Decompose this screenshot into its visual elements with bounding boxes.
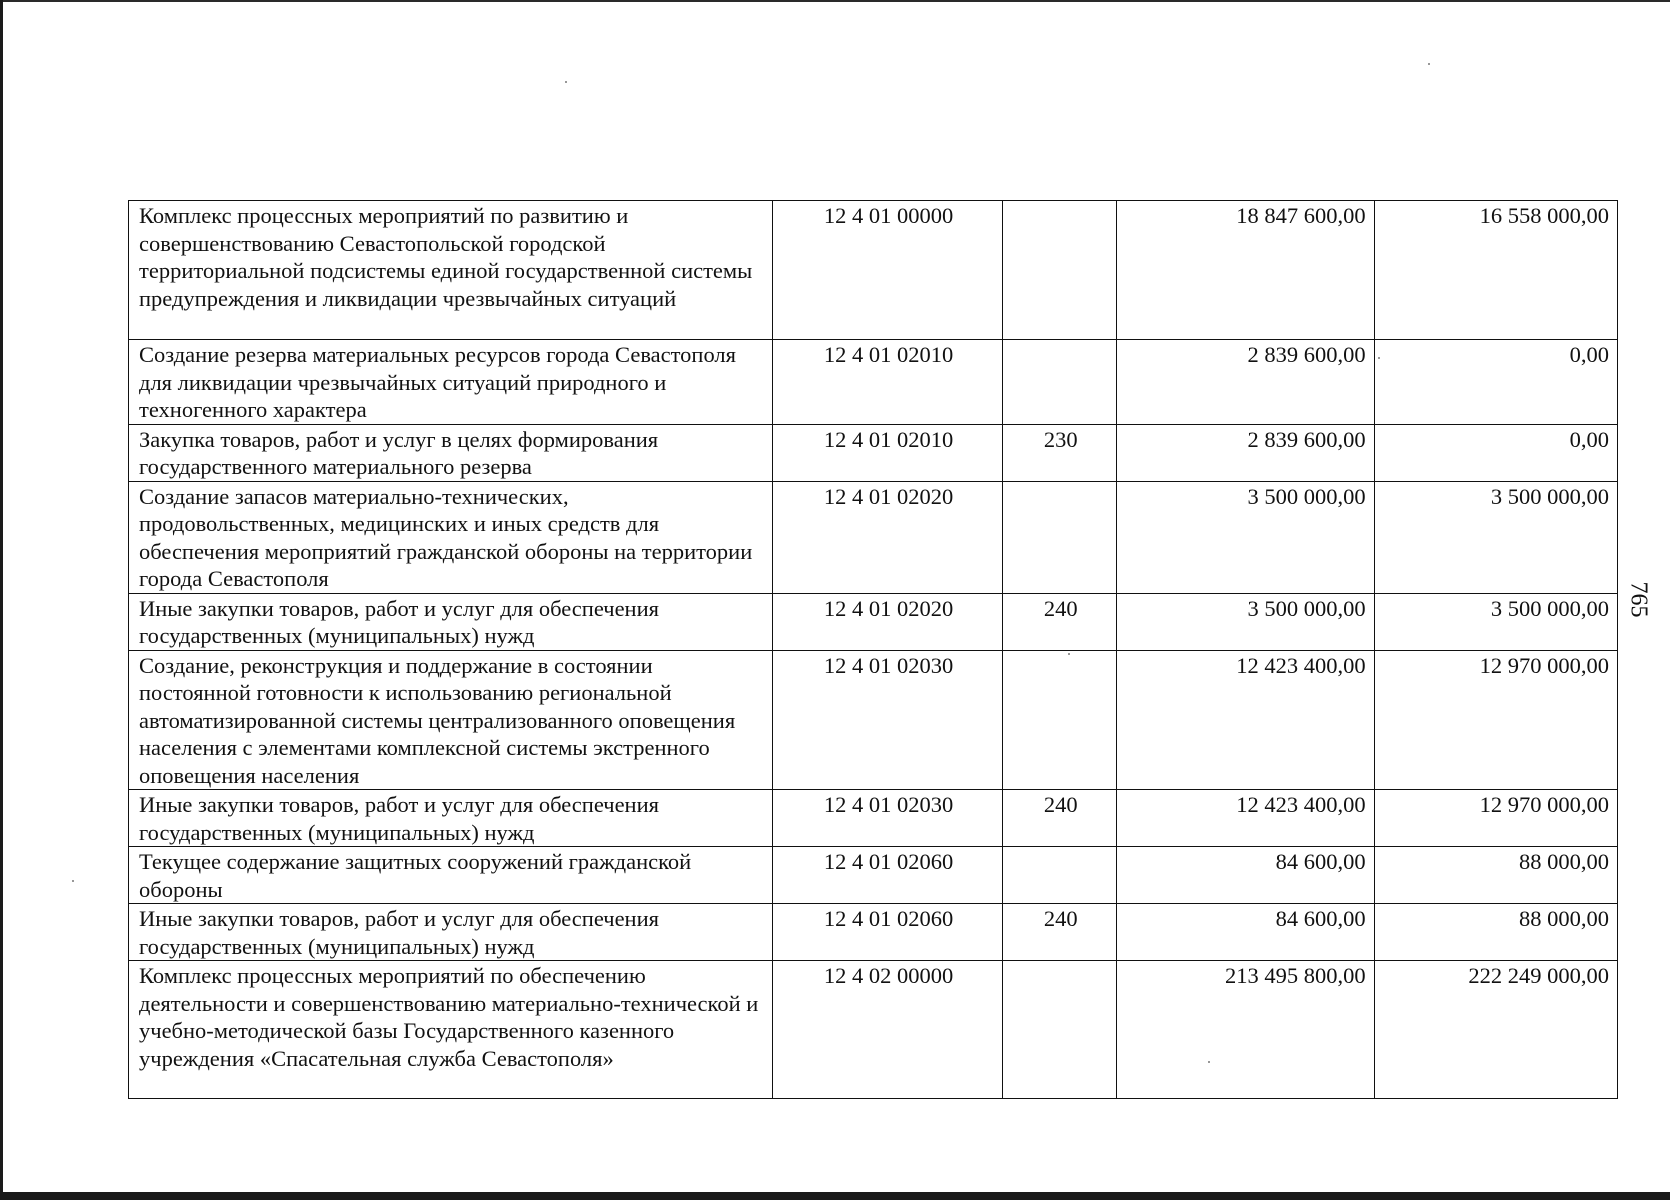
row-expense-type [1003,201,1117,340]
row-sum-year2: 0,00 [1374,340,1617,425]
scan-border-left [0,0,3,1200]
row-name: Создание резерва материальных ресурсов города Севастополя для ликвидации чрезвычайных ситуаций природного и техногенного характера [129,340,773,425]
row-sum-year1: 213 495 800,00 [1117,961,1374,1099]
row-name: Текущее содержание защитных сооружений гражданской обороны [129,847,773,904]
row-name: Комплекс процессных мероприятий по обеспечению деятельности и совершенствованию материально-технической и учебно-методической базы Государственного казенного учреждения «Спасательная служба Севастополя» [129,961,773,1099]
row-name: Иные закупки товаров, работ и услуг для обеспечения государственных (муниципальных) нужд [129,790,773,847]
row-sum-year1: 2 839 600,00 [1117,424,1374,481]
page-number: 765 [1625,581,1652,618]
scan-speck [72,880,74,882]
row-sum-year2: 12 970 000,00 [1374,790,1617,847]
row-sum-year2: 88 000,00 [1374,904,1617,961]
row-expense-type: 240 [1003,790,1117,847]
row-sum-year2: 12 970 000,00 [1374,650,1617,790]
row-sum-year1: 3 500 000,00 [1117,593,1374,650]
row-sum-year1: 3 500 000,00 [1117,481,1374,593]
row-sum-year1: 84 600,00 [1117,904,1374,961]
table-row [129,904,1618,961]
row-sum-year2: 0,00 [1374,424,1617,481]
row-sum-year2: 3 500 000,00 [1374,481,1617,593]
row-name: Иные закупки товаров, работ и услуг для обеспечения государственных (муниципальных) нужд [129,593,773,650]
row-name: Иные закупки товаров, работ и услуг для обеспечения государственных (муниципальных) нужд [129,904,773,961]
row-expense-type [1003,961,1117,1099]
row-sum-year1: 18 847 600,00 [1117,201,1374,340]
row-sum-year1: 12 423 400,00 [1117,650,1374,790]
row-expense-type [1003,650,1117,790]
table-row [129,340,1618,425]
row-sum-year2: 88 000,00 [1374,847,1617,904]
row-expense-type [1003,847,1117,904]
row-target-code: 12 4 01 02030 [772,650,1002,790]
row-expense-type [1003,340,1117,425]
row-expense-type: 240 [1003,904,1117,961]
row-expense-type: 230 [1003,424,1117,481]
row-target-code: 12 4 01 02010 [772,424,1002,481]
row-target-code: 12 4 01 02020 [772,593,1002,650]
row-sum-year1: 2 839 600,00 [1117,340,1374,425]
row-target-code: 12 4 01 02010 [772,340,1002,425]
row-name: Создание запасов материально-технических, продовольственных, медицинских и иных средств для обеспечения мероприятий гражданской обороны на территории города Севастополя [129,481,773,593]
row-expense-type [1003,481,1117,593]
row-sum-year2: 222 249 000,00 [1374,961,1617,1099]
row-sum-year1: 12 423 400,00 [1117,790,1374,847]
row-target-code: 12 4 01 02060 [772,904,1002,961]
table-row [129,790,1618,847]
scan-speck [565,81,567,83]
row-expense-type: 240 [1003,593,1117,650]
row-name: Закупка товаров, работ и услуг в целях формирования государственного материального резерва [129,424,773,481]
row-target-code: 12 4 02 00000 [772,961,1002,1099]
scan-speck [1428,63,1430,65]
row-target-code: 12 4 01 02060 [772,847,1002,904]
row-target-code: 12 4 01 02030 [772,790,1002,847]
row-name: Создание, реконструкция и поддержание в состоянии постоянной готовности к использованию региональной автоматизированной системы централизованного оповещения населения с элементами комплексной системы экстренного оповещения населения [129,650,773,790]
table-row [129,961,1618,1099]
table-row [129,481,1618,593]
row-sum-year2: 16 558 000,00 [1374,201,1617,340]
table-row [129,650,1618,790]
table-row [129,201,1618,340]
scan-border-top [0,0,1670,2]
row-sum-year2: 3 500 000,00 [1374,593,1617,650]
table-row [129,593,1618,650]
row-sum-year1: 84 600,00 [1117,847,1374,904]
table-row [129,424,1618,481]
row-target-code: 12 4 01 00000 [772,201,1002,340]
table-row [129,847,1618,904]
budget-table [128,200,1618,1099]
row-target-code: 12 4 01 02020 [772,481,1002,593]
row-name: Комплекс процессных мероприятий по развитию и совершенствованию Севастопольской городской территориальной подсистемы единой государственной системы предупреждения и ликвидации чрезвычайных ситуаций [129,201,773,340]
scan-border-bottom [0,1192,1670,1200]
